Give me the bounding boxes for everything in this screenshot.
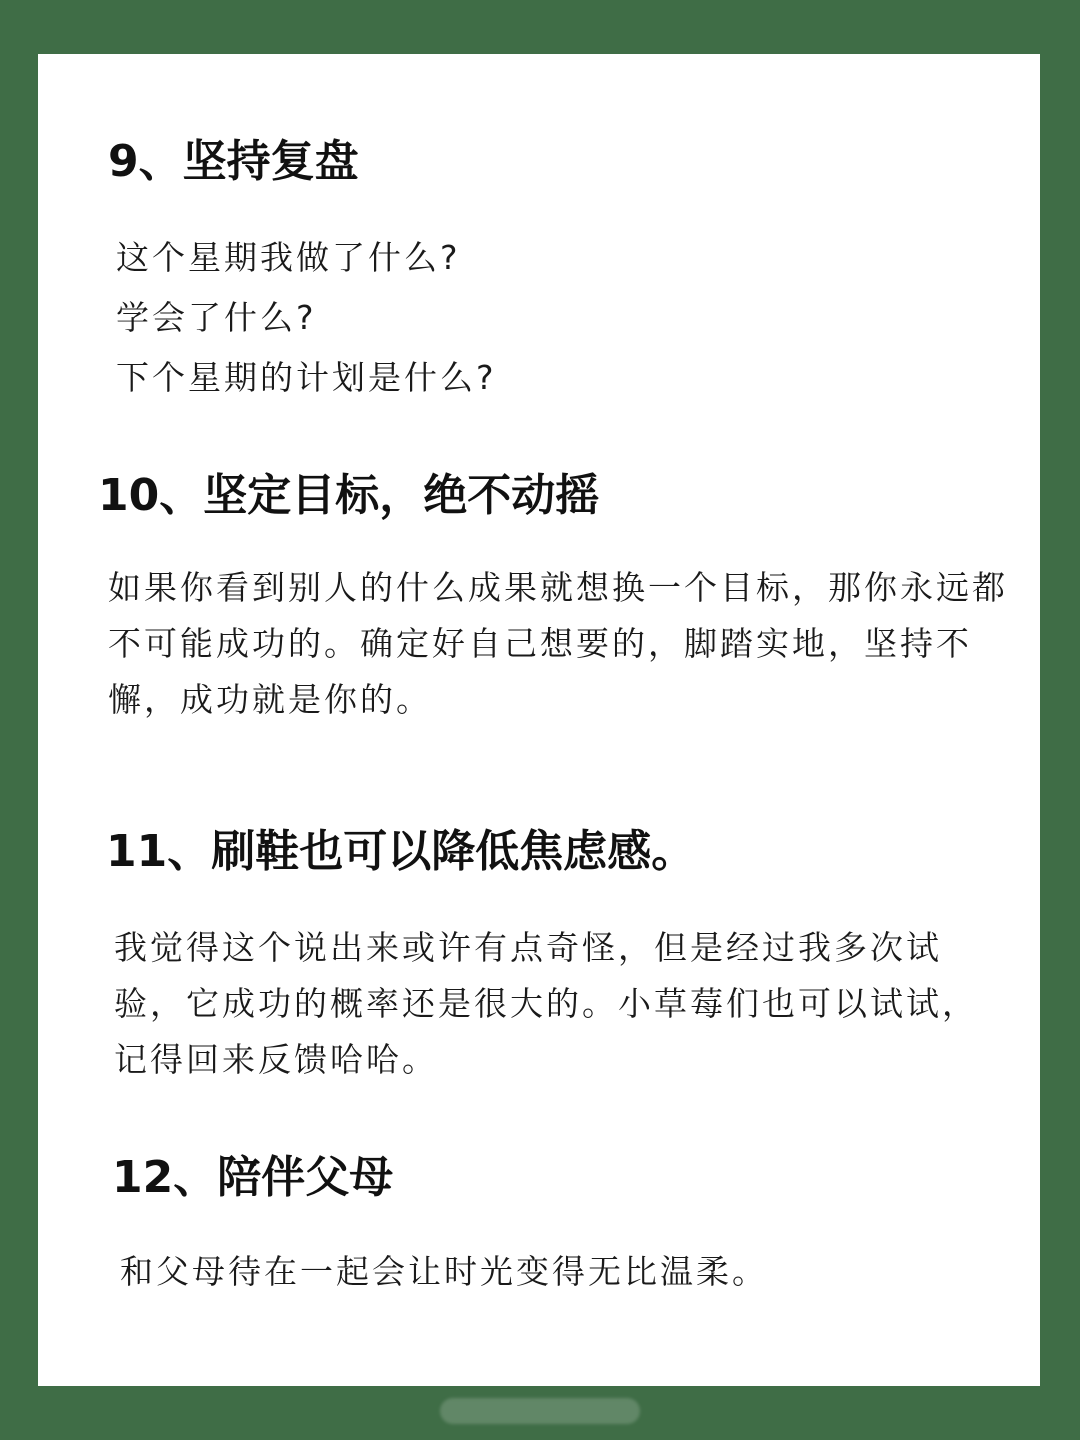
section-goal [98, 468, 1028, 728]
section-review [108, 134, 497, 408]
section-heading: 9、坚持复盘 [108, 136, 359, 187]
section-body: 和父母待在一起会让时光变得无比温柔。 [120, 1252, 768, 1291]
question-line: 这个星期我做了什么? [116, 238, 461, 277]
section-body: 我觉得这个说出来或许有点奇怪，但是经过我多次试验，它成功的概率还是很大的。小草莓们也可以试试，记得回来反馈哈哈。 [114, 928, 978, 1079]
section-body: 如果你看到别人的什么成果就想换一个目标，那你永远都不可能成功的。确定好自己想要的，脚踏实地，坚持不懈，成功就是你的。 [108, 568, 1008, 719]
question-list [116, 228, 497, 408]
section-heading: 12、陪伴父母 [112, 1152, 394, 1203]
section-parents [112, 1150, 1000, 1300]
section-heading: 10、坚定目标，绝不动摇 [98, 470, 600, 521]
watermark [440, 1398, 640, 1424]
content-card [38, 54, 1040, 1386]
question-line: 学会了什么? [116, 298, 317, 337]
section-heading: 11、刷鞋也可以降低焦虑感。 [106, 826, 696, 877]
question-line: 下个星期的计划是什么? [116, 358, 497, 397]
section-shoes [106, 824, 994, 1088]
